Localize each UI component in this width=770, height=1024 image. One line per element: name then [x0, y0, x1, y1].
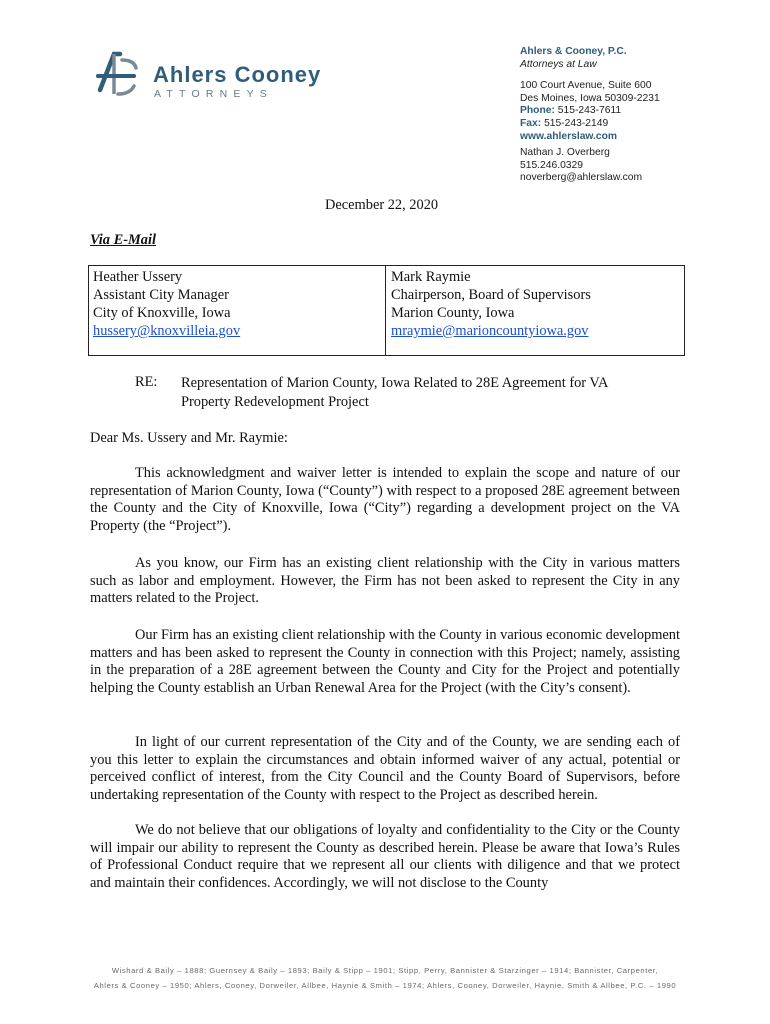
body-paragraph: This acknowledgment and waiver letter is intended to explain the scope and nature of our representation of Marion County, Iowa (“County”) with respect to a proposed 28E agreement between the County and the City of Knoxville, Iowa (“City”) regarding a development project on the VA Property (the “Project”).	[90, 465, 680, 534]
attorney-phone: 515.246.0329	[520, 159, 583, 171]
attorney-email[interactable]: noverberg@ahlerslaw.com	[520, 172, 643, 184]
body-paragraph: In light of our current representation of the City and of the County, we are sending each of you this letter to explain the circumstances and obtain informed waiver of any actual, potential or perceived conflict of interest, from the City Council and the County Board of Supervisors, before undertaking representation of the County with respect to the Project as described herein.	[90, 734, 680, 803]
letterhead-block	[520, 46, 760, 185]
body-paragraph: We do not believe that our obligations of loyalty and confidentiality to the City or the County will impair our ability to represent the County as described herein. Please be aware that Iowa’s Rules of Professional Conduct require that we represent all our clients with diligence and that we protect and maintain their confidences. Accordingly, we will not disclose to the County	[90, 822, 680, 891]
attorney-name: Nathan J. Overberg	[520, 147, 610, 159]
body-paragraph: As you know, our Firm has an existing client relationship with the City in various matters such as labor and employment. However, the Firm has not been asked to represent the City in any matters related to the Project.	[90, 555, 680, 607]
recipient-org: City of Knoxville, Iowa	[93, 305, 231, 321]
recipient-block	[93, 268, 240, 340]
logo-tagline: ATTORNEYS	[154, 88, 274, 100]
letter-date: December 22, 2020	[325, 197, 439, 213]
website-link[interactable]: www.ahlerslaw.com	[520, 130, 618, 142]
table-divider	[385, 266, 386, 355]
body-paragraph: Our Firm has an existing client relationship with the County in various economic development matters and has been asked to represent the County in connection with this Project; namely, assisting in the preparation of a 28E agreement between the County and City for the Project and potentially helping the County establish an Urban Renewal Area for the Project (with the City’s consent).	[90, 627, 680, 696]
recipient-org: Marion County, Iowa	[391, 305, 515, 321]
recipient-title: Assistant City Manager	[93, 287, 229, 303]
firm-name: Ahlers & Cooney, P.C.	[520, 46, 627, 57]
re-label: RE:	[135, 374, 158, 390]
address-line-2: Des Moines, Iowa 50309-2231	[520, 92, 660, 104]
delivery-method: Via E-Mail	[90, 232, 156, 248]
phone-number: 515-243-7611	[557, 105, 622, 117]
recipient-block	[391, 268, 591, 340]
firm-logo-mark-icon	[90, 46, 146, 102]
logo-wordmark: Ahlers Cooney	[153, 62, 322, 87]
recipients-table	[88, 265, 685, 356]
phone-line	[520, 105, 760, 118]
recipient-email-link[interactable]: hussery@knoxvilleia.gov	[93, 323, 241, 339]
re-subject: Representation of Marion County, Iowa Related to 28E Agreement for VA Property Redevelopment Project	[181, 375, 608, 410]
fax-line	[520, 118, 760, 131]
footer-history-line: Wishard & Baily – 1888; Guernsey & Baily – 1893; Baily & Stipp – 1901; Stipp, Perry, Bannister & Starzinger – 1914; Bannister, Carpenter,	[111, 966, 659, 975]
phone-label: Phone:	[520, 105, 555, 117]
recipient-title: Chairperson, Board of Supervisors	[391, 287, 591, 303]
address-line-1: 100 Court Avenue, Suite 600	[520, 80, 652, 92]
firm-logo	[90, 44, 390, 104]
fax-label: Fax:	[520, 117, 542, 129]
firm-subtitle: Attorneys at Law	[520, 58, 597, 70]
fax-number: 515-243-2149	[544, 117, 609, 129]
footer-history-line: Ahlers & Cooney – 1950; Ahlers, Cooney, Dorweiler, Allbee, Haynie & Smith – 1974; Ahlers, Cooney, Dorweiler, Haynie, Smith & Allbee, P.C. – 1990	[93, 981, 677, 990]
recipient-email-link[interactable]: mraymie@marioncountyiowa.gov	[391, 323, 589, 339]
recipient-name: Mark Raymie	[391, 269, 471, 285]
salutation: Dear Ms. Ussery and Mr. Raymie:	[90, 430, 288, 446]
recipient-name: Heather Ussery	[93, 269, 183, 285]
